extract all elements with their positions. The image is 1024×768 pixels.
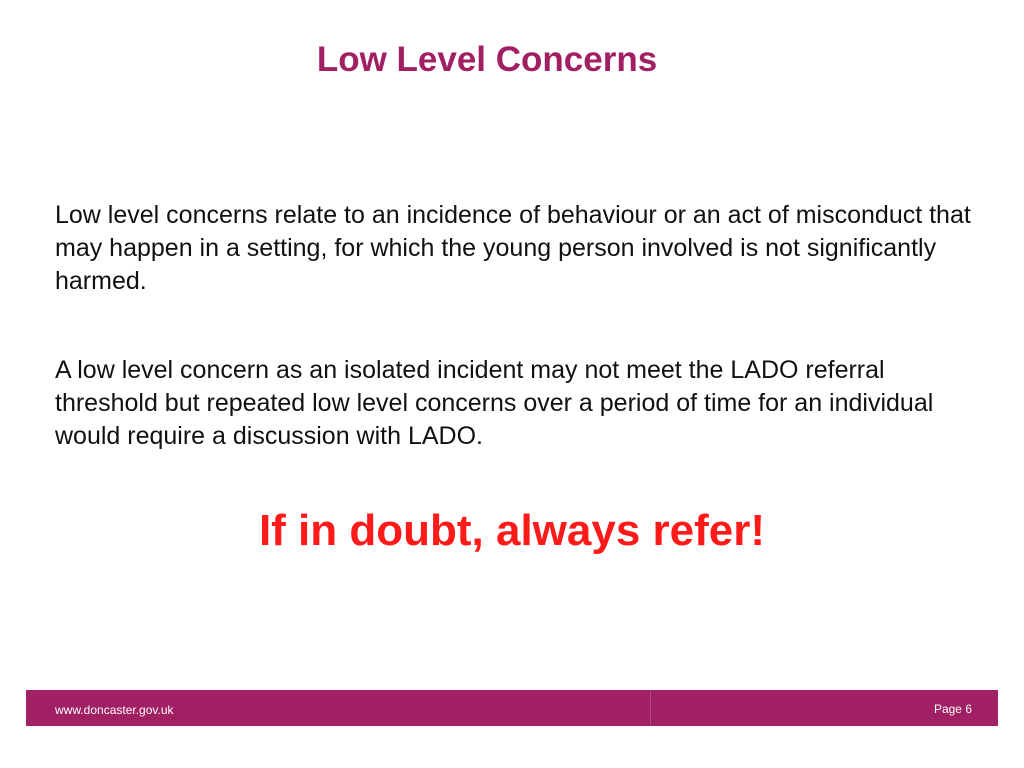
- footer-divider: [650, 690, 651, 726]
- slide-title: Low Level Concerns: [316, 40, 658, 79]
- page-number: Page 6: [933, 702, 972, 716]
- footer-website-link[interactable]: www.doncaster.gov.uk: [55, 703, 174, 717]
- callout-refer: If in doubt, always refer!: [258, 506, 766, 555]
- paragraph-threshold: A low level concern as an isolated incident may not meet the LADO referral threshold but repeated low level concerns over a period of time for an individual would require a discussion with LADO.: [55, 356, 934, 450]
- footer-bar: [26, 690, 998, 726]
- paragraph-definition: Low level concerns relate to an incidence of behaviour or an act of misconduct that may happen in a setting, for which the young person involved is not significantly harmed.: [55, 201, 971, 295]
